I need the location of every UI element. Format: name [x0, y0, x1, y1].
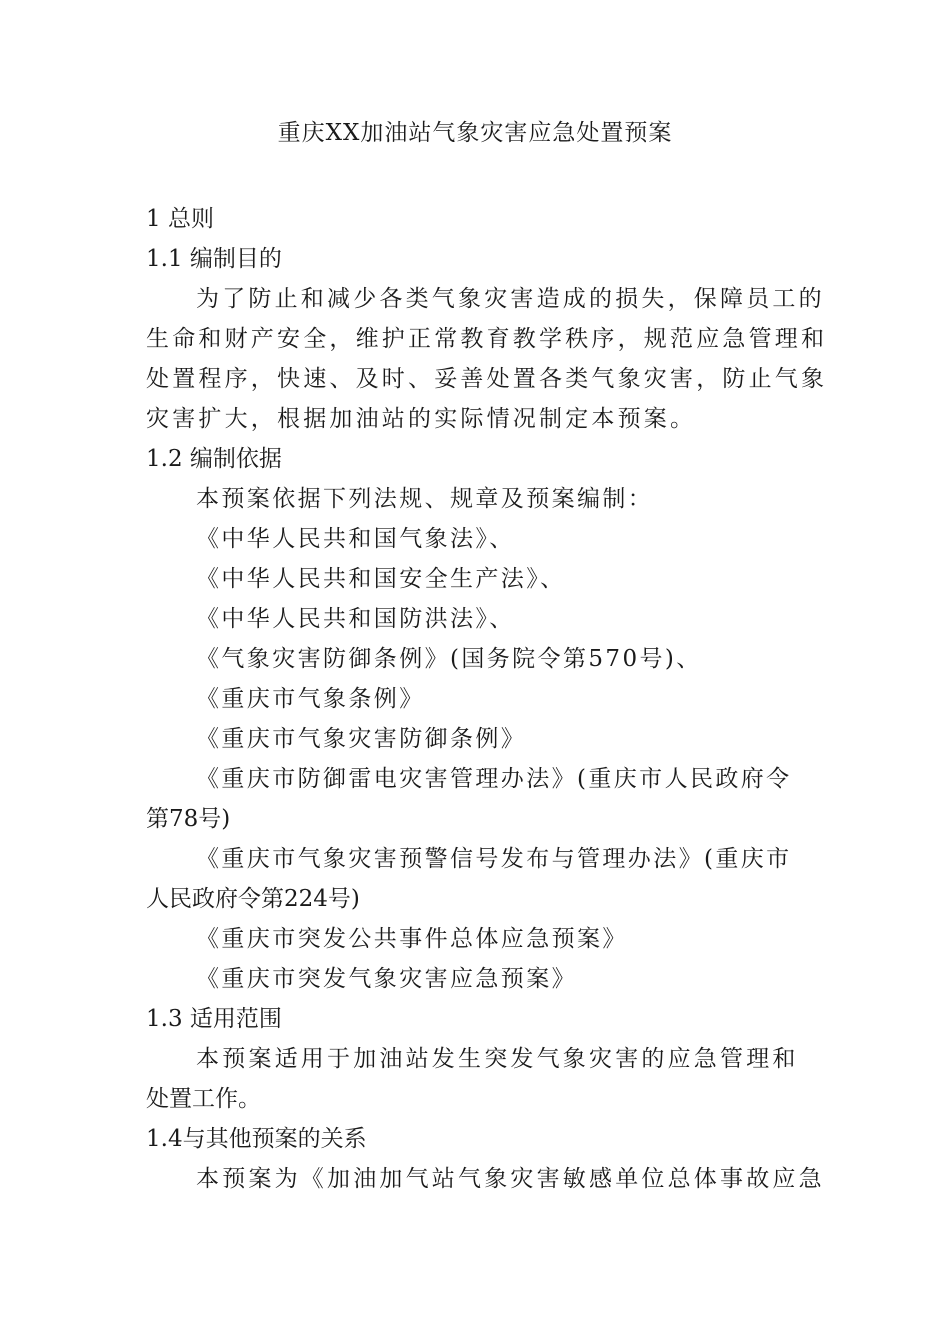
heading-1-3: 1.3 适用范围 [146, 1006, 282, 1032]
paragraph-line: 处置程序，快速、及时、妥善处置各类气象灾害，防止气象 [146, 366, 828, 392]
list-item: 《中华人民共和国安全生产法》、 [196, 566, 566, 592]
heading-1-4: 1.4与其他预案的关系 [146, 1126, 367, 1152]
heading-1: 1 总则 [146, 206, 214, 232]
list-item: 《重庆市气象灾害防御条例》 [196, 726, 527, 752]
heading-1-1: 1.1 编制目的 [146, 246, 282, 272]
list-item: 《中华人民共和国气象法》、 [196, 526, 515, 552]
list-item: 第78号) [146, 806, 231, 832]
paragraph-line: 处置工作。 [146, 1086, 261, 1112]
paragraph-line: 本预案适用于加油站发生突发气象灾害的应急管理和 [196, 1046, 799, 1072]
paragraph-line: 灾害扩大，根据加油站的实际情况制定本预案。 [146, 406, 697, 432]
paragraph-line: 本预案依据下列法规、规章及预案编制： [196, 486, 654, 512]
list-item: 《中华人民共和国防洪法》、 [196, 606, 515, 632]
document-title: 重庆XX加油站气象灾害应急处置预案 [277, 120, 673, 146]
paragraph-line: 生命和财产安全，维护正常教育教学秩序，规范应急管理和 [146, 326, 828, 352]
list-item: 《重庆市突发公共事件总体应急预案》 [196, 926, 628, 952]
list-item: 《重庆市突发气象灾害应急预案》 [196, 966, 577, 992]
list-item: 《气象灾害防御条例》(国务院令第570号)、 [196, 646, 702, 672]
list-item: 《重庆市防御雷电灾害管理办法》(重庆市人民政府令 [196, 766, 792, 792]
list-item: 人民政府令第224号) [146, 886, 360, 912]
list-item: 《重庆市气象条例》 [196, 686, 425, 712]
list-item: 《重庆市气象灾害预警信号发布与管理办法》(重庆市 [196, 846, 792, 872]
paragraph-line: 本预案为《加油加气站气象灾害敏感单位总体事故应急 [196, 1166, 825, 1192]
paragraph-line: 为了防止和减少各类气象灾害造成的损失，保障员工的 [196, 286, 825, 312]
heading-1-2: 1.2 编制依据 [146, 446, 282, 472]
